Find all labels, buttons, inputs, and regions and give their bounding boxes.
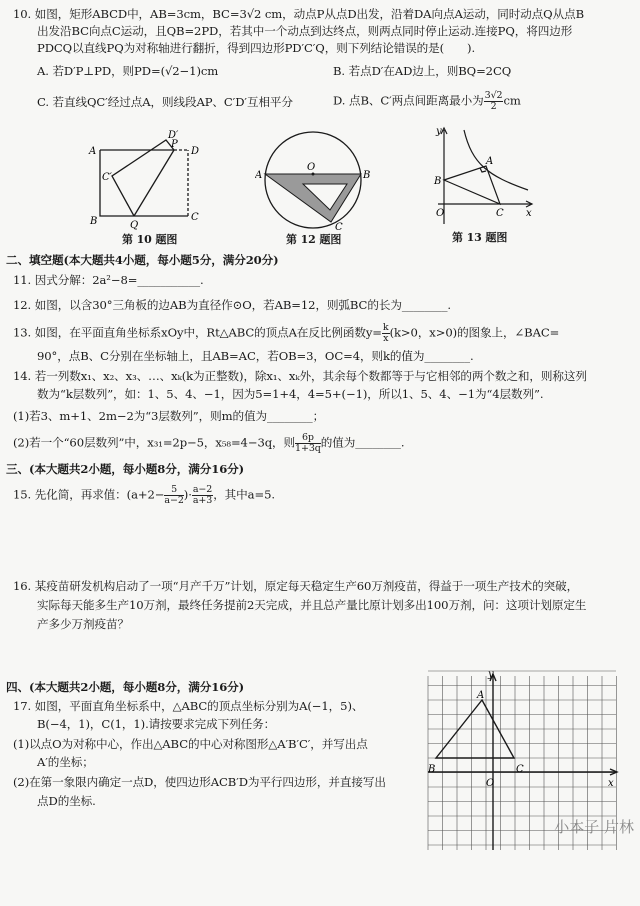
fig12-label-c: C: [335, 222, 343, 232]
q10-option-d-unit: cm: [503, 93, 521, 108]
q17-line5: (2)在第一象限内确定一点D，使四边形ACB′D为平行四边形，并直接写出: [13, 775, 386, 789]
q17-label-b: B: [428, 764, 436, 775]
q17-label-o: O: [486, 778, 495, 789]
section-4-title: 四、(本大题共2小题，每小题8分，满分16分): [6, 680, 245, 694]
fig10-label-d: D: [191, 146, 200, 157]
fig10-folded-quad: [112, 140, 174, 216]
fig10-caption: 第 10 题图: [122, 233, 178, 246]
q10-stem-line1: 10. 如图，矩形ABCD中，AB=3cm，BC=3√2 cm，动点P从点D出发，沿着DA向点A运动，同时动点Q从点B: [13, 7, 584, 21]
fig12-label-a: A: [255, 170, 263, 181]
q13-line1-text: 13. 如图，在平面直角坐标系xOy中，Rt△ABC的顶点A在反比例函数y=: [13, 325, 382, 340]
q14-line4-post: 的值为________.: [320, 435, 405, 450]
q10-option-b: B. 若点D′在AD边上，则BQ=2CQ: [333, 64, 512, 78]
q10-option-d: [333, 91, 521, 112]
fig10-label-dprime: D′: [168, 130, 179, 141]
q14-line4: [13, 433, 404, 454]
q14-line1: 14. 若一列数x₁、x₂、x₃、…、xₖ(k为正整数)，除x₁、xₖ外，其余每个数都等于与它相邻的两个数之和，则称这列: [13, 369, 587, 383]
q10-option-d-text: D. 点B、C′两点间距离最小为: [333, 93, 484, 108]
fig13-label-a: A: [486, 156, 494, 167]
q13-line2: 90°，点B、C分别在坐标轴上，且AB=AC，若OB=3，OC=4，则k的值为________.: [37, 349, 474, 363]
fig12-label-b: B: [363, 170, 371, 181]
q15-text: [13, 485, 275, 506]
q15-pre: 15. 先化简，再求值：(a+2−: [13, 487, 165, 502]
q17-line4: A′的坐标；: [37, 755, 94, 769]
q15-post: ，其中a=5.: [213, 487, 275, 502]
fig10-pq-line: [134, 150, 174, 216]
fig13-caption: 第 13 题图: [452, 231, 508, 244]
q15-mid: )·: [183, 487, 192, 502]
q17-label-y: y: [488, 669, 494, 680]
fig10-rect-left-bottom: [100, 150, 188, 216]
q10-option-c: C. 若直线QC′经过点A，则线段AP、C′D′互相平分: [37, 95, 293, 109]
q17-line1: 17. 如图，平面直角坐标系中，△ABC的顶点坐标分别为A(−1，5)、: [13, 699, 364, 713]
fig13-label-y: y: [436, 126, 442, 137]
q16-line1: 16. 某疫苗研发机构启动了一项“月产千万”计划，原定每天稳定生产60万剂疫苗，得益于一项生产技术的突破，: [13, 579, 579, 593]
q14-line2: 数为“k层数列”，如：1、5、4、−1，因为5=1+4，4=5+(−1)，所以1、5、4、−1为“4层数列”.: [37, 387, 544, 401]
q13-fraction: $\frac{k}{x}$: [382, 322, 389, 344]
fig12-label-o: O: [307, 162, 316, 173]
q13-line1: [13, 323, 559, 344]
fig10-label-c: C: [191, 212, 199, 223]
q17-line2: B(−4，1)，C(1，1).请按要求完成下列任务：: [37, 717, 276, 731]
fig13-label-b: B: [434, 176, 442, 187]
q14-fraction: $\frac{6p}{1+3q}$: [295, 432, 321, 454]
q10-option-d-fraction: $\frac{3√2}{2}$: [484, 90, 503, 112]
section-2-title: 二、填空题(本大题共4小题，每小题5分，满分20分): [6, 253, 279, 267]
q17-label-a: A: [477, 690, 485, 701]
q17-label-x: x: [608, 778, 614, 789]
q10-option-a: A. 若D′P⊥PD，则PD=(√2−1)cm: [37, 64, 219, 78]
fig10-label-cprime: C′: [102, 172, 112, 183]
fig13-triangle-abc: [444, 166, 500, 204]
q14-line3: (1)若3、m+1、2m−2为“3层数列”，则m的值为________；: [13, 409, 325, 423]
q15-fraction-2: $\frac{a-2}{a+3}$: [192, 484, 213, 506]
q17-line6: 点D的坐标.: [37, 794, 96, 808]
fig10-label-a: A: [89, 146, 97, 157]
q17-label-c: C: [516, 764, 524, 775]
q12-text: 12. 如图，以含30°三角板的边AB为直径作⊙O，若AB=12，则弧BC的长为________.: [13, 298, 451, 312]
q16-line3: 产多少万剂疫苗？: [37, 617, 129, 631]
figure-13: [428, 124, 538, 228]
watermark: 小本子 片林: [554, 818, 634, 836]
fig13-label-c: C: [496, 208, 504, 219]
section-3-title: 三、(本大题共2小题，每小题8分，满分16分): [6, 462, 245, 476]
q17-line3: (1)以点O为对称中心，作出△ABC的中心对称图形△A′B′C′，并写出点: [13, 737, 368, 751]
q11-text: 11. 因式分解：2a²−8=___________.: [13, 273, 204, 287]
q10-stem-line3: PDCQ以直线PQ为对称轴进行翻折，得到四边形PD′C′Q，则下列结论错误的是( ).: [37, 41, 476, 55]
figure-10: [88, 128, 208, 230]
fig13-hyperbola: [464, 130, 528, 190]
figure-12: [255, 128, 375, 232]
q10-stem-line2: 出发沿BC向点C运动，且QB=2PD，若其中一个动点到达终点，则两点同时停止运动.连接PQ，将四边形: [37, 24, 573, 38]
q14-line4-text: (2)若一个“60层数列”中，x₃₁=2p−5，x₅₈=4−3q，则: [13, 435, 296, 450]
q16-line2: 实际每天能多生产10万剂，最终任务提前2天完成，并且总产量比原计划多出100万剂，问：这项计划原定生: [37, 598, 587, 612]
fig10-label-q: Q: [130, 220, 139, 230]
q13-line1-post: (k>0，x>0)的图象上，∠BAC=: [389, 325, 560, 340]
fig10-label-b: B: [90, 216, 98, 227]
fig13-label-x: x: [526, 208, 532, 219]
fig13-label-o: O: [436, 208, 445, 219]
fig12-caption: 第 12 题图: [286, 233, 342, 246]
fig10-label-p: P: [171, 139, 178, 150]
q15-fraction-1: $\frac{5}{a-2}$: [164, 484, 184, 506]
